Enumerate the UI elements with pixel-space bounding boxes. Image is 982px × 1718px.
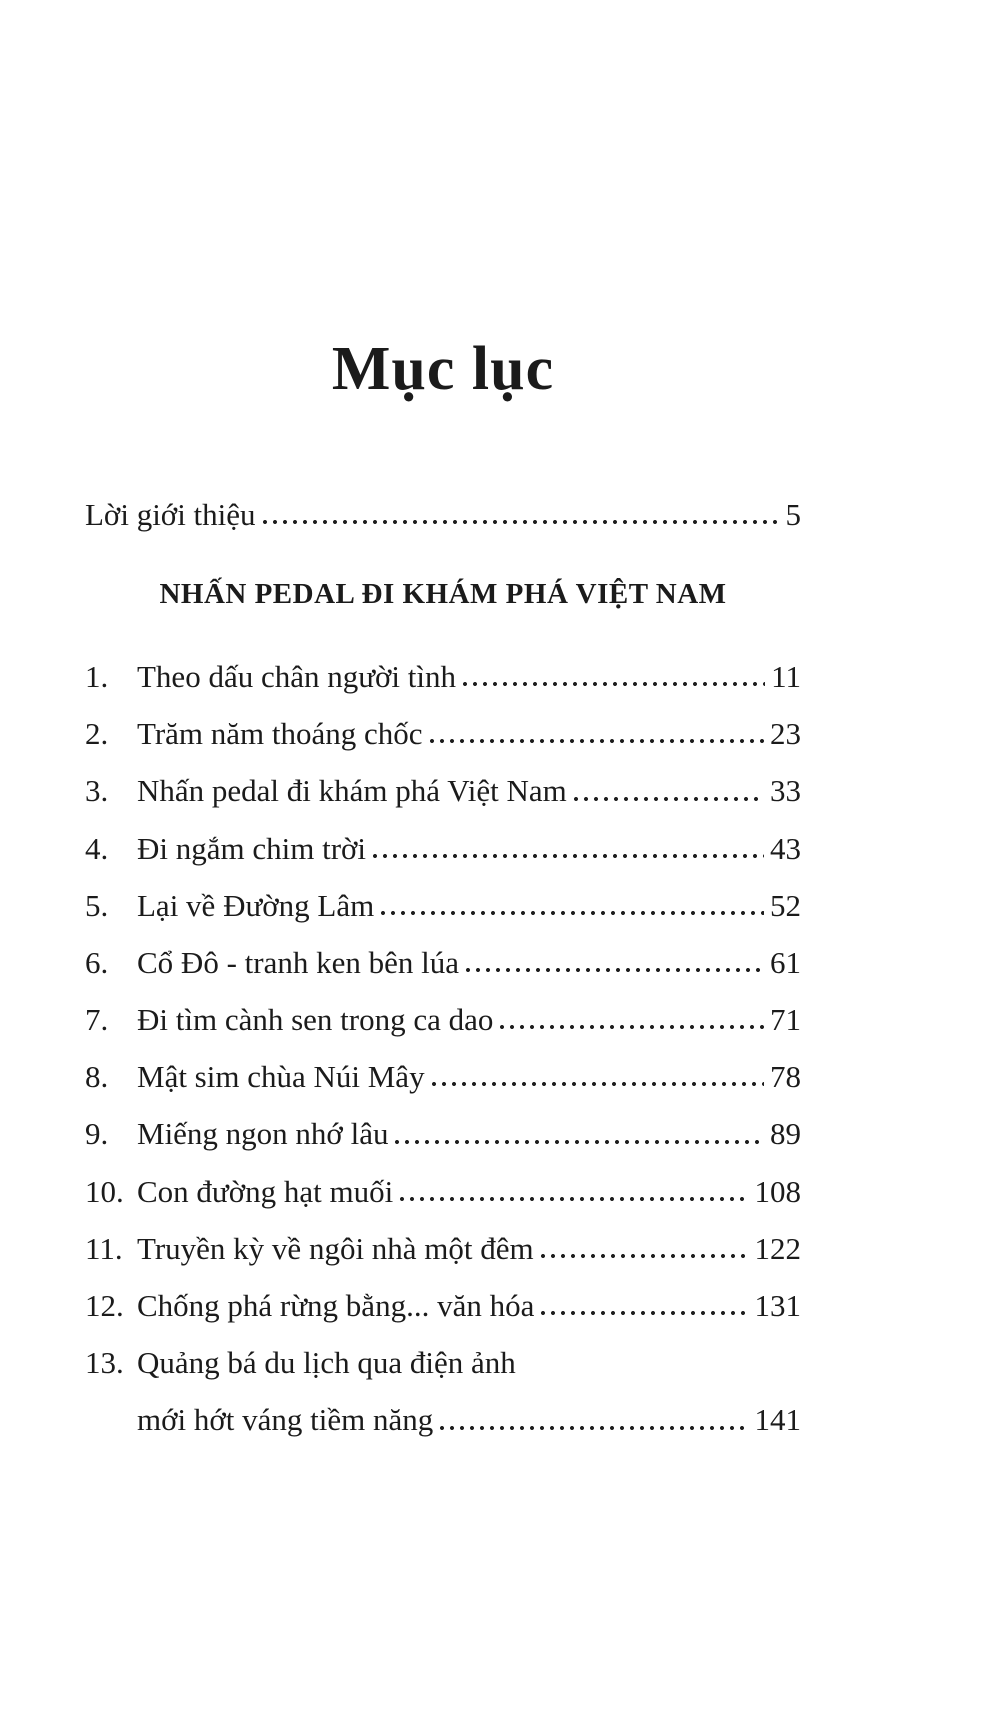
toc-entry	[85, 1344, 801, 1381]
toc-entry-title: Chống phá rừng bằng... văn hóa	[137, 1288, 535, 1324]
toc-entry-page-number: 141	[754, 1402, 801, 1438]
leader-dots	[460, 681, 765, 687]
toc-entry-title: Đi tìm cành sen trong ca dao	[137, 1002, 494, 1038]
toc-entry-title: Theo dấu chân người tình	[137, 658, 457, 694]
toc-entry-page-number: 78	[770, 1059, 801, 1095]
toc-entry-number: 5.	[85, 887, 109, 923]
leader-dots	[397, 1196, 748, 1202]
toc-entry	[85, 1173, 801, 1210]
toc-entry-number: 9.	[85, 1116, 109, 1152]
toc-intro-label: Lời giới thiệu	[85, 497, 256, 532]
leader-dots	[429, 1081, 764, 1087]
toc-entry	[85, 1230, 801, 1267]
leader-dots	[392, 1139, 764, 1145]
toc-entry-number: 12.	[85, 1288, 124, 1324]
section-heading: NHẤN PEDAL ĐI KHÁM PHÁ VIỆT NAM	[159, 578, 727, 611]
toc-entry-title: Con đường hạt muối	[137, 1173, 394, 1209]
toc-entry-page-number: 61	[770, 944, 801, 980]
toc-entry	[85, 830, 801, 867]
leader-dots	[427, 738, 764, 744]
toc-entry	[85, 772, 801, 809]
leader-dots	[370, 853, 764, 859]
toc-entry	[85, 944, 801, 981]
toc-entry-page-number: 71	[770, 1002, 801, 1038]
toc-entry	[85, 1287, 801, 1324]
toc-entry	[85, 1001, 801, 1038]
toc-entry-page-number: 43	[770, 830, 801, 866]
toc-content	[85, 335, 801, 1459]
toc-entry-title: Nhấn pedal đi khám phá Việt Nam	[137, 773, 567, 809]
leader-dots	[378, 910, 764, 916]
toc-entry	[85, 887, 801, 924]
toc-entry	[85, 658, 801, 695]
toc-entry-title: Trăm năm thoáng chốc	[137, 716, 423, 752]
toc-entry-title: Đi ngắm chim trời	[137, 830, 367, 866]
toc-entry	[85, 715, 801, 752]
toc-entry-number: 8.	[85, 1059, 109, 1095]
toc-entry	[85, 1115, 801, 1152]
toc-entry-title: mới hớt váng tiềm năng	[137, 1402, 434, 1438]
toc-entry-title: Miếng ngon nhớ lâu	[137, 1116, 389, 1152]
leader-dots	[260, 519, 780, 525]
toc-entry-page-number: 108	[754, 1173, 801, 1209]
toc-entry-number: 2.	[85, 716, 109, 752]
toc-entry-title: Mật sim chùa Núi Mây	[137, 1059, 425, 1095]
leader-dots	[463, 967, 764, 973]
toc-entry-title: Cổ Đô - tranh ken bên lúa	[137, 944, 459, 980]
toc-list	[85, 658, 801, 1439]
toc-entry-title: Lại về Đường Lâm	[137, 887, 375, 923]
toc-intro-row	[85, 496, 801, 533]
leader-dots	[497, 1024, 764, 1030]
toc-entry-number: 10.	[85, 1173, 124, 1209]
toc-entry-number: 1.	[85, 658, 109, 694]
toc-entry-page-number: 52	[770, 887, 801, 923]
toc-entry-continuation	[85, 1401, 801, 1438]
toc-entry-number: 13.	[85, 1345, 124, 1381]
leader-dots	[571, 796, 764, 802]
toc-entry-number: 4.	[85, 830, 109, 866]
leader-dots	[538, 1310, 748, 1316]
toc-entry-number: 7.	[85, 1002, 109, 1038]
toc-entry-page-number: 122	[754, 1230, 801, 1266]
toc-entry-title: Truyền kỳ về ngôi nhà một đêm	[137, 1230, 534, 1266]
toc-entry-number: 11.	[85, 1230, 123, 1266]
toc-entry-page-number: 33	[770, 773, 801, 809]
toc-entry-number: 6.	[85, 944, 109, 980]
leader-dots	[538, 1253, 749, 1259]
toc-entry-page-number: 11	[771, 658, 801, 694]
toc-entry-page-number: 131	[754, 1288, 801, 1324]
toc-entry-page-number: 23	[770, 716, 801, 752]
leader-dots	[437, 1425, 748, 1431]
page-title: Mục lục	[331, 335, 555, 403]
toc-intro-page-number: 5	[785, 497, 801, 532]
toc-entry-title: Quảng bá du lịch qua điện ảnh	[137, 1345, 516, 1381]
toc-entry	[85, 1058, 801, 1095]
toc-entry-number: 3.	[85, 773, 109, 809]
toc-entry-page-number: 89	[770, 1116, 801, 1152]
